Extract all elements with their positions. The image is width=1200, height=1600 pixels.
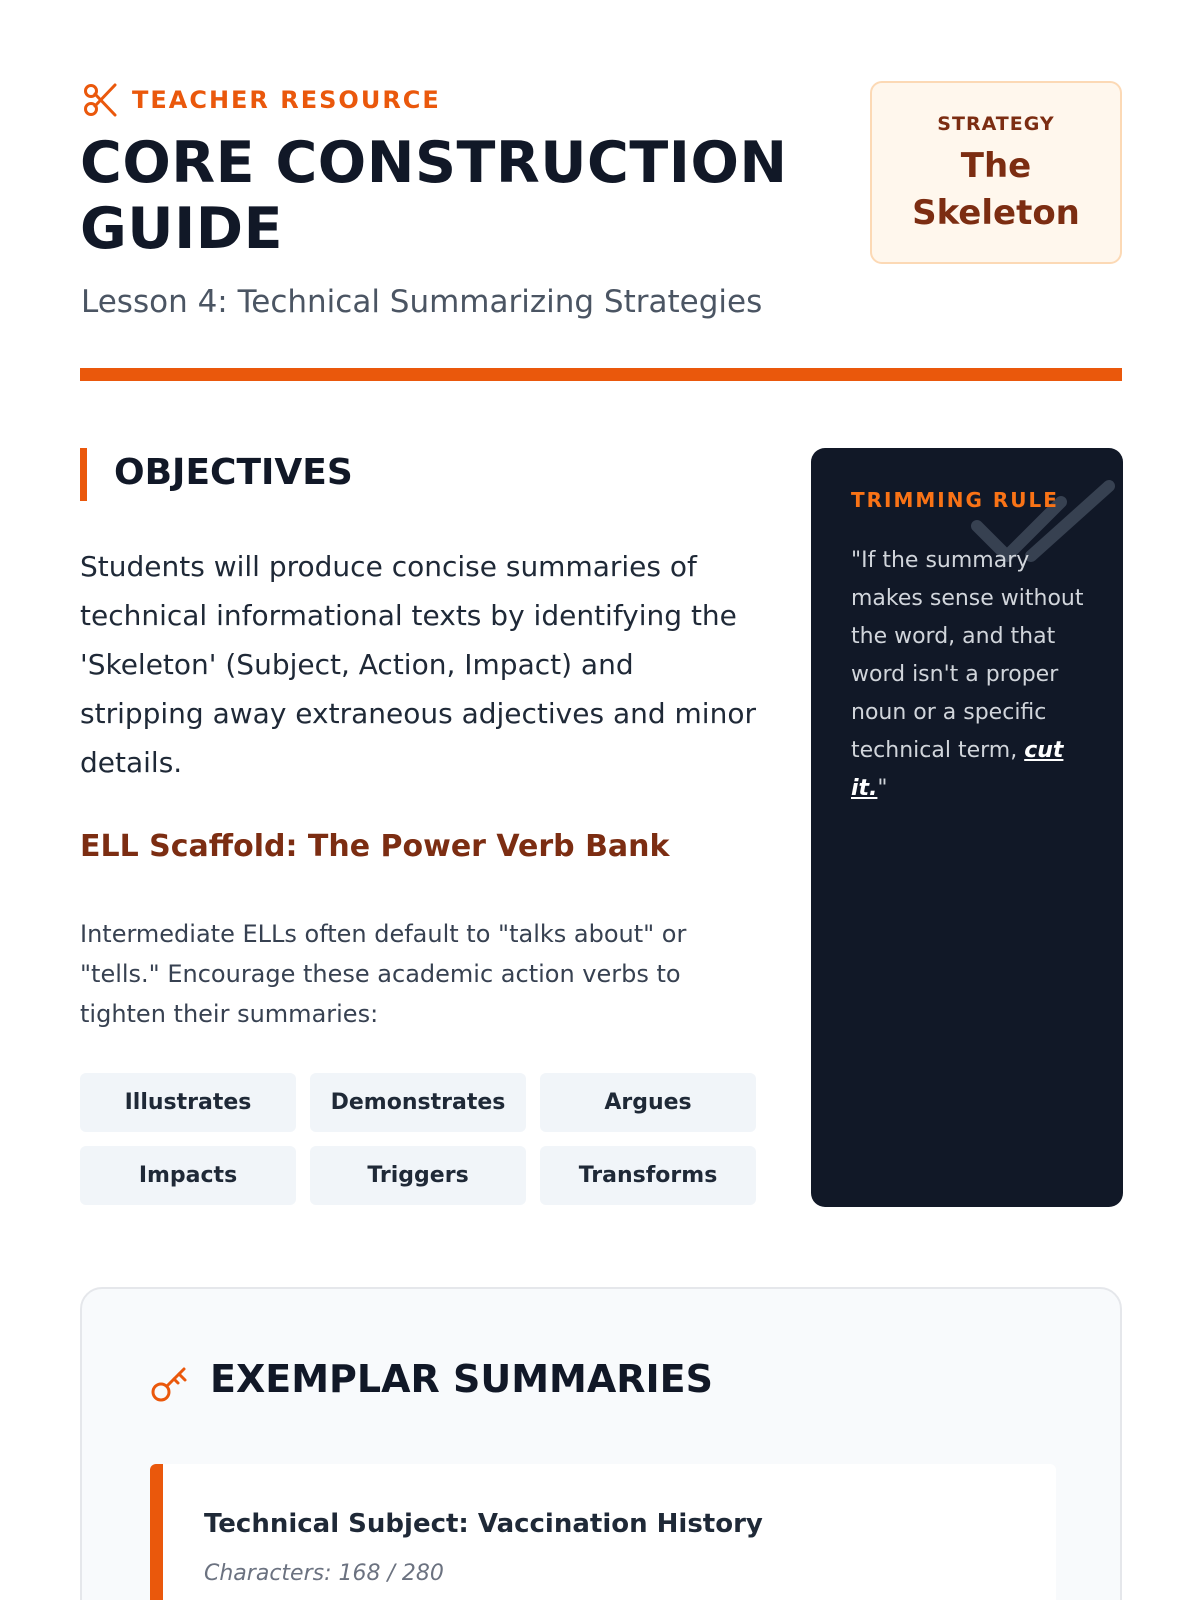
exemplar-accent-bar [150,1464,163,1600]
eyebrow [82,82,441,118]
exemplar-card [150,1464,1056,1600]
verb-chip: Argues [540,1073,756,1132]
strategy-badge [870,81,1122,264]
trimming-rule-label: TRIMMING RULE [851,488,1059,512]
trimming-rule-text [851,542,1091,808]
exemplar-character-count: Characters: 168 / 280 [204,1561,444,1586]
verb-chip: Demonstrates [310,1073,526,1132]
page-subtitle: Lesson 4: Technical Summarizing Strategies [81,284,763,320]
trimming-rule-quote-end: " [877,776,888,801]
header-divider [80,368,1122,381]
verb-chip: Illustrates [80,1073,296,1132]
objectives-accent-bar [80,448,87,501]
power-verb-bank [80,1073,757,1205]
exemplar-title: Technical Subject: Vaccination History [204,1509,763,1539]
exemplar-heading: EXEMPLAR SUMMARIES [210,1357,713,1401]
verb-chip: Triggers [310,1146,526,1205]
trimming-rule-emphasis: cut it. [851,738,1064,801]
exemplar-summaries-panel [80,1287,1122,1600]
objectives-text: Students will produce concise summaries of technical informational texts by identifying the 'Skeleton' (Subject, Action, Impact) and stripping away extraneous adjectives and minor details. [80,550,756,779]
trimming-rule-card [811,448,1123,1207]
verb-chip: Impacts [80,1146,296,1205]
page-title: CORE CONSTRUCTION GUIDE [80,130,788,262]
ell-heading: ELL Scaffold: The Power Verb Bank [80,829,670,864]
key-icon [150,1364,190,1404]
scissors-icon [82,82,118,118]
strategy-value: The Skeleton [912,146,1080,233]
verb-chip: Transforms [540,1146,756,1205]
objectives-heading: OBJECTIVES [114,452,353,493]
ell-text: Intermediate ELLs often default to "talks about" or "tells." Encourage these academic action verbs to tighten their summaries: [80,920,687,1028]
eyebrow-label: TEACHER RESOURCE [132,86,441,114]
strategy-label: STRATEGY [937,113,1055,135]
trimming-rule-quote: "If the summary makes sense without the word, and that word isn't a proper noun or a specific technical term, [851,548,1084,763]
